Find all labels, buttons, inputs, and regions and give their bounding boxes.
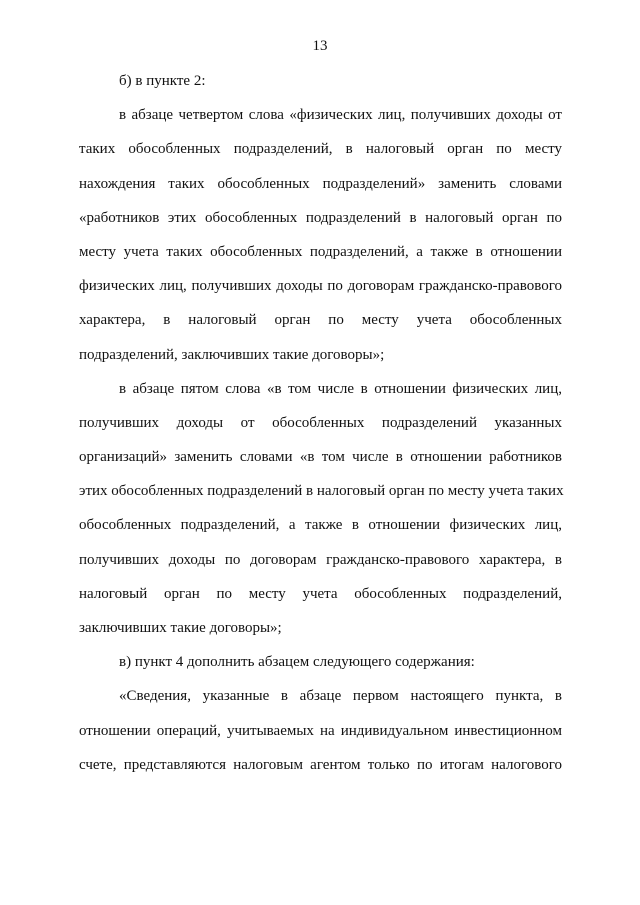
text-line: налоговый орган по месту учета обособленных подразделений,	[79, 585, 562, 602]
text-line: нахождения таких обособленных подразделений» заменить словами	[79, 175, 562, 192]
text-line: характера, в налоговый орган по месту учета обособленных	[79, 312, 562, 329]
text-line: организаций» заменить словами «в том числе в отношении работников	[79, 449, 562, 466]
text-line: счете, представляются налоговым агентом только по итогам налогового	[79, 756, 562, 773]
text-line: в абзаце пятом слова «в том числе в отношении физических лиц,	[119, 380, 562, 397]
text-line: «работников этих обособленных подразделений в налоговый орган по	[79, 209, 562, 226]
document-body	[79, 64, 562, 782]
text-line: получивших доходы от обособленных подразделений указанных	[79, 414, 562, 431]
text-line: б) в пункте 2:	[119, 73, 206, 89]
page-number: 13	[312, 38, 328, 54]
text-line: в абзаце четвертом слова «физических лиц, получивших доходы от	[119, 107, 562, 124]
text-line: подразделений, заключивших такие договоры»;	[79, 346, 385, 363]
text-line: этих обособленных подразделений в налоговый орган по месту учета таких	[79, 483, 564, 500]
text-line: заключивших такие договоры»;	[79, 620, 282, 636]
text-line: «Сведения, указанные в абзаце первом настоящего пункта, в	[119, 688, 562, 705]
text-line: получивших доходы по договорам гражданско-правового характера, в	[79, 551, 562, 568]
text-line: в) пункт 4 дополнить абзацем следующего содержания:	[119, 654, 475, 671]
text-line: физических лиц, получивших доходы по договорам гражданско-правового	[79, 278, 562, 295]
text-line: месту учета таких обособленных подразделений, а также в отношении	[79, 243, 562, 260]
text-line: обособленных подразделений, а также в отношении физических лиц,	[79, 517, 562, 534]
text-line: отношении операций, учитываемых на индивидуальном инвестиционном	[79, 722, 562, 739]
text-line: таких обособленных подразделений, в налоговый орган по месту	[79, 141, 562, 158]
